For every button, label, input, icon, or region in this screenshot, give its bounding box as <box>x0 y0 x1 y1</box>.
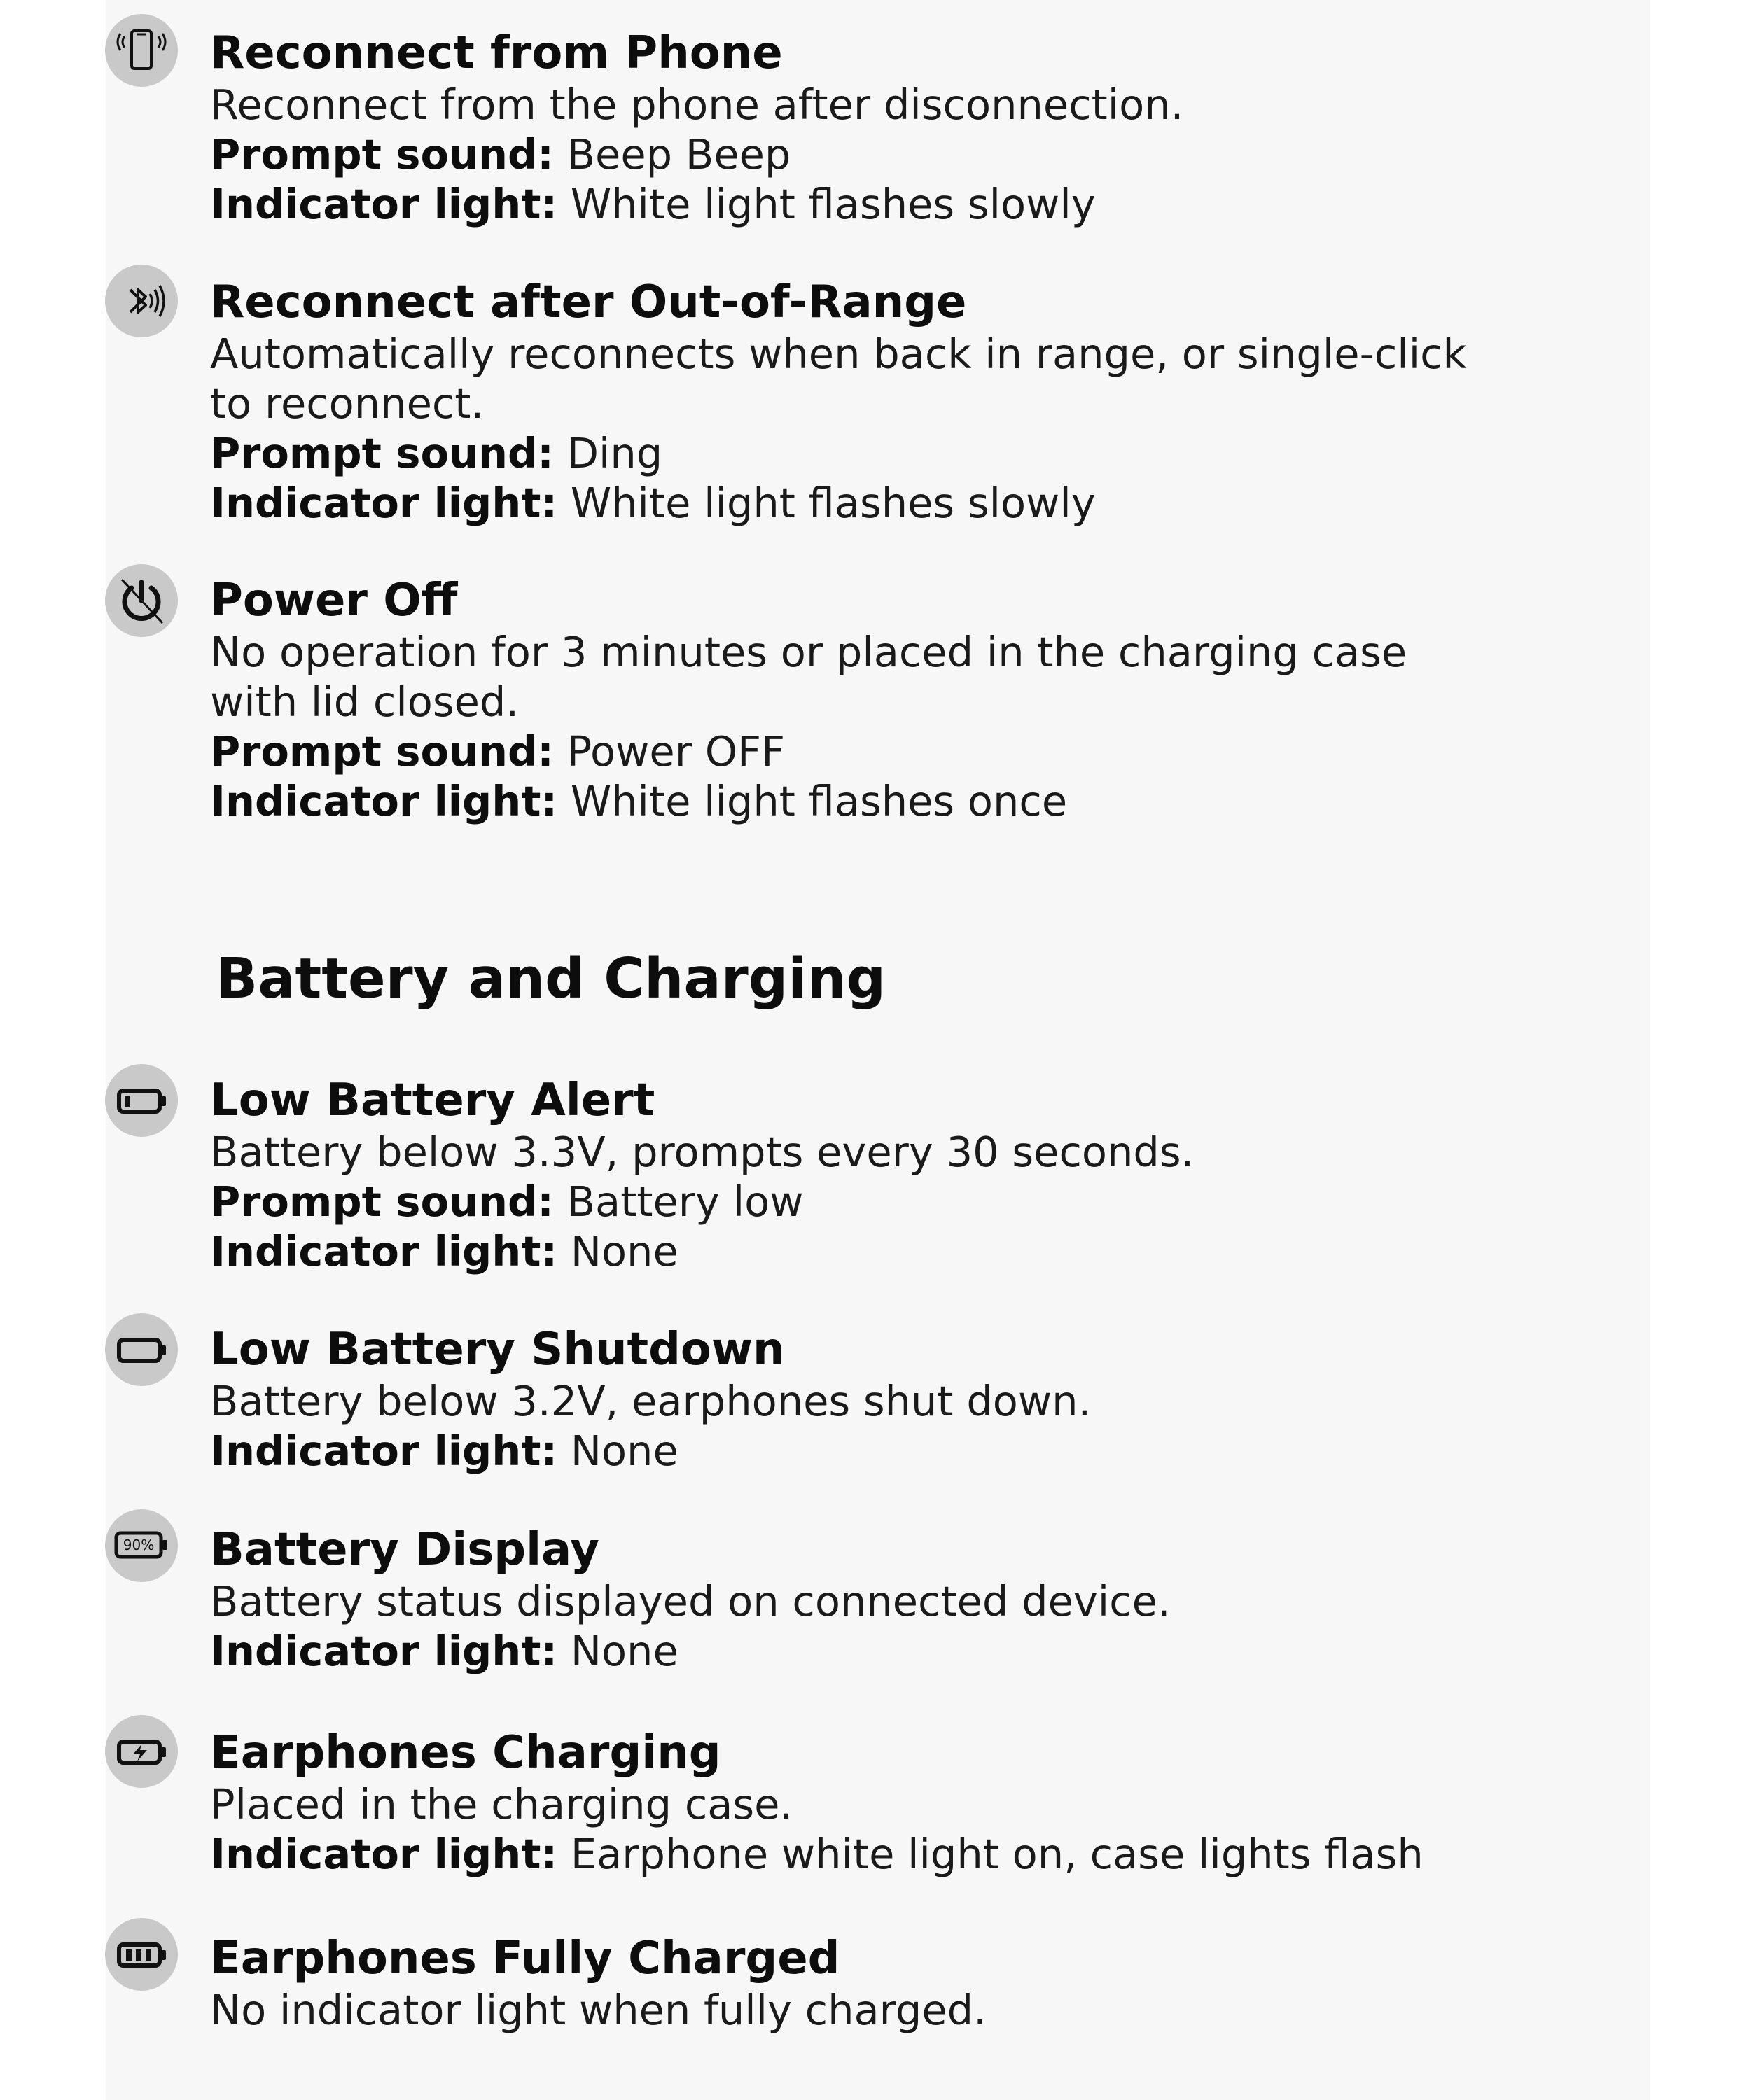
item-description-line-1: No operation for 3 minutes or placed in the charging case <box>210 628 1407 676</box>
indicator-light-value: None <box>570 1227 678 1275</box>
prompt-sound-row <box>210 1177 1526 1226</box>
indicator-light-row <box>210 1226 1526 1276</box>
prompt-sound-row <box>210 727 1526 776</box>
battery-percentage-text: 90% <box>123 1536 155 1553</box>
item-title: Power Off <box>210 575 458 626</box>
item-description: Placed in the charging case. <box>210 1780 793 1828</box>
item-low-battery-shutdown <box>210 1323 1526 1476</box>
indicator-light-row <box>210 478 1526 528</box>
indicator-light-label: Indicator light: <box>210 180 558 228</box>
indicator-light-value: None <box>570 1627 678 1675</box>
indicator-light-label: Indicator light: <box>210 479 558 527</box>
battery-empty-icon <box>105 1313 178 1386</box>
indicator-light-value: White light flashes once <box>570 777 1068 825</box>
item-title: Battery Display <box>210 1524 599 1576</box>
item-description-line-2: to reconnect. <box>210 379 485 428</box>
item-earphones-fully-charged <box>210 1932 1526 2035</box>
item-reconnect-phone <box>210 27 1526 229</box>
prompt-sound-value: Beep Beep <box>566 130 791 178</box>
prompt-sound-label: Prompt sound: <box>210 1177 554 1226</box>
item-title: Reconnect after Out-of-Range <box>210 276 967 328</box>
prompt-sound-label: Prompt sound: <box>210 727 554 776</box>
item-title: Earphones Charging <box>210 1727 721 1779</box>
indicator-light-label: Indicator light: <box>210 1627 558 1675</box>
item-description: Battery status displayed on connected device. <box>210 1577 1171 1625</box>
indicator-light-label: Indicator light: <box>210 1227 558 1275</box>
indicator-light-row <box>210 1829 1526 1879</box>
item-title: Low Battery Shutdown <box>210 1324 785 1376</box>
indicator-light-row <box>210 1626 1526 1676</box>
indicator-light-row <box>210 1426 1526 1476</box>
section-heading: Battery and Charging <box>216 946 886 1011</box>
battery-percentage-icon <box>105 1509 178 1582</box>
item-title: Reconnect from Phone <box>210 27 783 79</box>
item-earphones-charging <box>210 1726 1526 1879</box>
indicator-light-row <box>210 179 1526 229</box>
battery-low-icon <box>105 1064 178 1137</box>
item-power-off <box>210 574 1526 826</box>
indicator-light-value: White light flashes slowly <box>570 479 1096 527</box>
prompt-sound-row <box>210 428 1526 478</box>
power-off-icon <box>105 564 178 637</box>
prompt-sound-value: Battery low <box>566 1177 804 1226</box>
prompt-sound-value: Power OFF <box>566 727 786 776</box>
item-description: Battery below 3.2V, earphones shut down. <box>210 1377 1092 1425</box>
item-title: Low Battery Alert <box>210 1074 655 1126</box>
prompt-sound-row <box>210 130 1526 179</box>
prompt-sound-value: Ding <box>566 429 663 477</box>
item-title: Earphones Fully Charged <box>210 1933 840 1984</box>
indicator-light-value: None <box>570 1427 678 1475</box>
item-low-battery-alert <box>210 1074 1526 1276</box>
indicator-light-row <box>210 776 1526 826</box>
item-description-line-2: with lid closed. <box>210 678 520 726</box>
item-description-line-1: Automatically reconnects when back in range, or single-click <box>210 330 1467 378</box>
indicator-light-label: Indicator light: <box>210 1427 558 1475</box>
battery-full-icon <box>105 1918 178 1991</box>
phone-vibrate-icon <box>105 14 178 87</box>
indicator-light-value: White light flashes slowly <box>570 180 1096 228</box>
indicator-light-label: Indicator light: <box>210 777 558 825</box>
indicator-light-label: Indicator light: <box>210 1830 558 1878</box>
item-description: Battery below 3.3V, prompts every 30 seconds. <box>210 1128 1195 1176</box>
battery-charging-icon <box>105 1715 178 1788</box>
item-battery-display <box>210 1523 1526 1676</box>
item-description: Reconnect from the phone after disconnection. <box>210 80 1184 129</box>
prompt-sound-label: Prompt sound: <box>210 429 554 477</box>
prompt-sound-label: Prompt sound: <box>210 130 554 178</box>
item-reconnect-out-of-range <box>210 276 1526 528</box>
indicator-light-value: Earphone white light on, case lights flash <box>570 1830 1424 1878</box>
item-description: No indicator light when fully charged. <box>210 1986 987 2034</box>
bluetooth-signal-icon <box>105 265 178 337</box>
